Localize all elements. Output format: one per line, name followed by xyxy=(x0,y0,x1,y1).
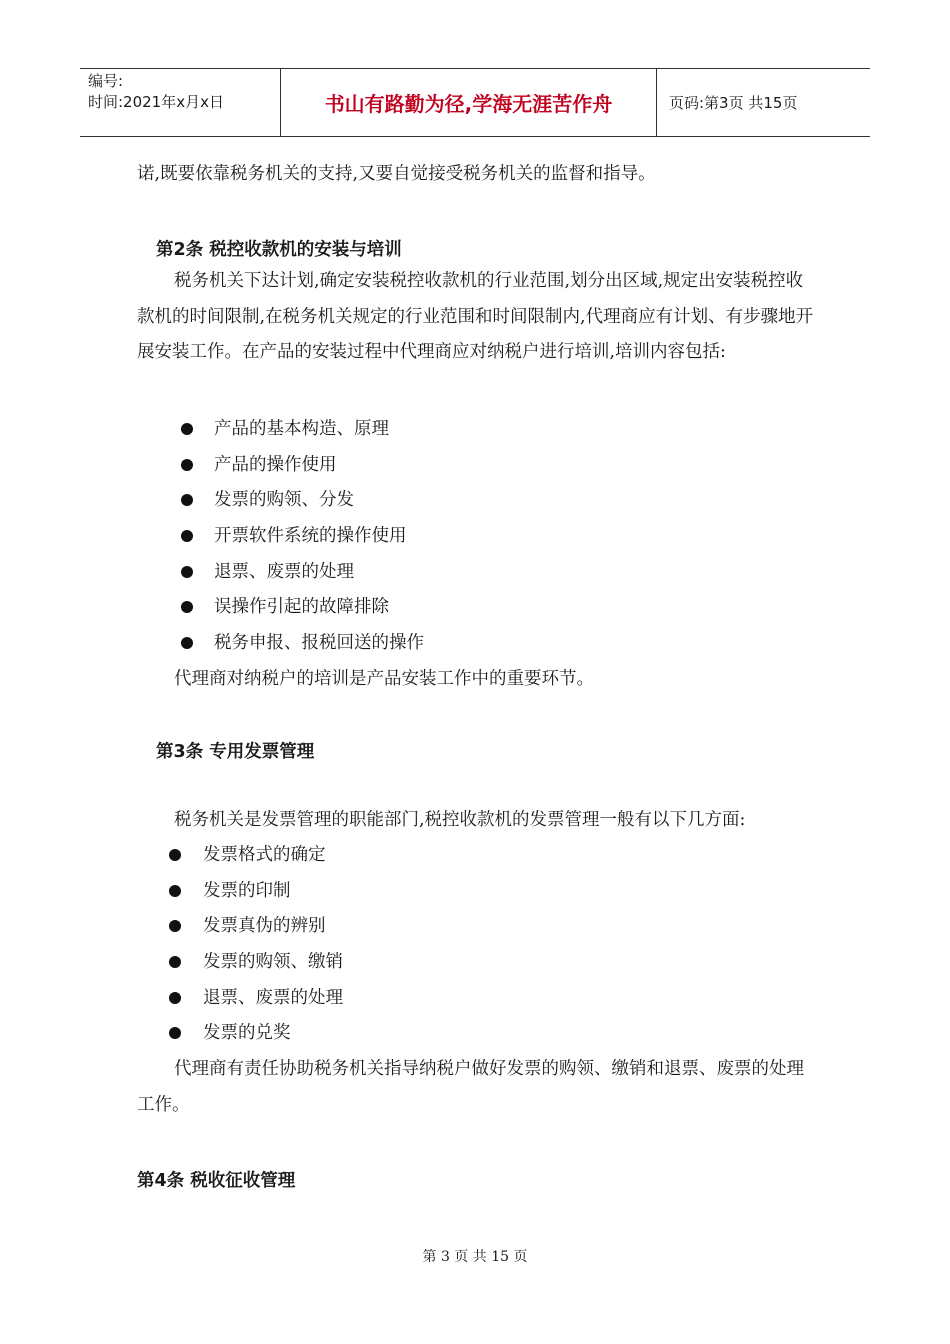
list-item: 发票的兑奖 xyxy=(169,1021,291,1045)
bullet-dot-icon xyxy=(181,459,193,471)
list-item: 税务申报、报税回送的操作 xyxy=(181,631,424,655)
bullet-dot-icon xyxy=(181,637,193,649)
intro-tail-paragraph: 诺,既要依靠税务机关的支持,又要自觉接受税务机关的监督和指导。 xyxy=(137,164,656,184)
list-item: 发票真伪的辨别 xyxy=(169,914,326,938)
section-4-heading: 第4条 税收征收管理 xyxy=(137,1171,296,1191)
page-footer: 第 3 页 共 15 页 xyxy=(422,1249,528,1265)
section-3-paragraph: 税务机关是发票管理的职能部门,税控收款机的发票管理一般有以下几方面: xyxy=(174,810,746,830)
list-item: 产品的操作使用 xyxy=(181,453,337,477)
list-item: 误操作引起的故障排除 xyxy=(181,595,389,619)
list-item: 发票的印制 xyxy=(169,879,291,903)
bullet-dot-icon xyxy=(169,1027,181,1039)
section-3-heading: 第3条 专用发票管理 xyxy=(156,742,315,762)
bullet-dot-icon xyxy=(181,601,193,613)
document-date: 时间:2021年x月x日 xyxy=(88,93,224,111)
bullet-dot-icon xyxy=(181,530,193,542)
bullet-dot-icon xyxy=(169,885,181,897)
bullet-dot-icon xyxy=(181,566,193,578)
section-2-paragraph: 税务机关下达计划,确定安装税控收款机的行业范围,划分出区域,规定出安装税控收款机的时间限制,在税务机关规定的行业范围和时间限制内,代理商应有计划、有步骤地开展安装工作。在产品的安装过程中代理商应对纳税户进行培训,培训内容包括: xyxy=(137,271,814,362)
list-item: 开票软件系统的操作使用 xyxy=(181,524,407,548)
header-meta xyxy=(80,69,281,136)
list-item: 发票的购领、缴销 xyxy=(169,950,343,974)
bullet-dot-icon xyxy=(169,920,181,932)
bullet-dot-icon xyxy=(181,494,193,506)
section-2-heading: 第2条 税控收款机的安装与培训 xyxy=(156,240,402,260)
list-item: 产品的基本构造、原理 xyxy=(181,417,389,441)
bullet-dot-icon xyxy=(169,956,181,968)
page-header xyxy=(80,68,870,137)
header-page-number: 页码:第3页 共15页 xyxy=(669,94,798,112)
list-item: 发票的购领、分发 xyxy=(181,488,354,512)
bullet-dot-icon xyxy=(181,423,193,435)
bullet-dot-icon xyxy=(169,992,181,1004)
header-slogan: 书山有路勤为径,学海无涯苦作舟 xyxy=(281,69,657,136)
document-number: 编号: xyxy=(88,72,124,90)
section-2-closing: 代理商对纳税户的培训是产品安装工作中的重要环节。 xyxy=(174,669,594,689)
list-item: 退票、废票的处理 xyxy=(181,560,354,584)
list-item: 退票、废票的处理 xyxy=(169,986,343,1010)
list-item: 发票格式的确定 xyxy=(169,843,326,867)
section-3-closing: 代理商有责任协助税务机关指导纳税户做好发票的购领、缴销和退票、废票的处理工作。 xyxy=(137,1059,804,1115)
bullet-dot-icon xyxy=(169,849,181,861)
